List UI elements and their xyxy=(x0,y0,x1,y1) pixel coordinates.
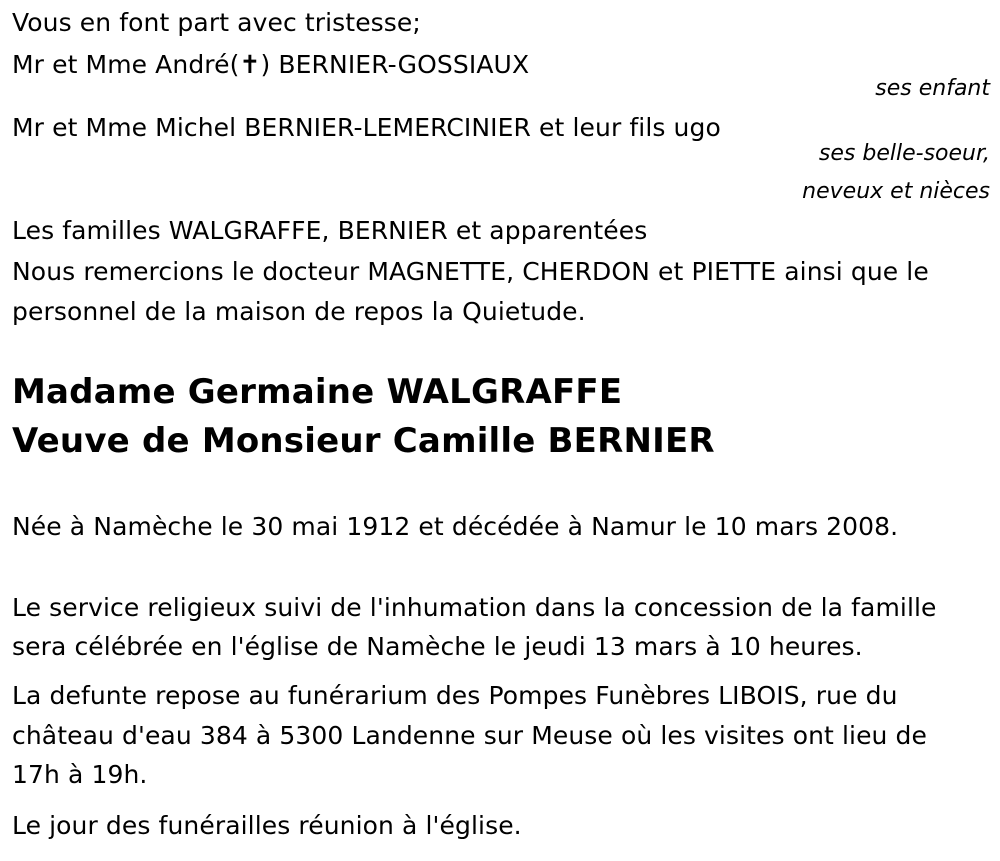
thanks-line-1: Nous remercions le docteur MAGNETTE, CHERDON et PIETTE ainsi que le xyxy=(12,257,929,286)
service-line-2: sera célébrée en l'église de Namèche le jeudi 13 mars à 10 heures. xyxy=(12,632,863,661)
role-children: ses enfant xyxy=(875,76,990,101)
thanks-line-2: personnel de la maison de repos la Quietude. xyxy=(12,297,586,326)
family-line-1: Mr et Mme André(✝) BERNIER-GOSSIAUX xyxy=(12,50,530,79)
funeral-day-line: Le jour des funérailles réunion à l'église. xyxy=(12,811,522,840)
service-line-1: Le service religieux suivi de l'inhumation dans la concession de la famille xyxy=(12,593,937,622)
birth-death-line: Née à Namèche le 30 mai 1912 et décédée à Namur le 10 mars 2008. xyxy=(12,512,899,541)
repose-line-3: 17h à 19h. xyxy=(12,760,148,789)
repose-line-2: château d'eau 384 à 5300 Landenne sur Meuse où les visites ont lieu de xyxy=(12,721,927,750)
family-line-2: Mr et Mme Michel BERNIER-LEMERCINIER et leur fils ugo xyxy=(12,113,721,142)
role-nephews-nieces: neveux et nièces xyxy=(802,179,990,204)
families-line: Les familles WALGRAFFE, BERNIER et apparentées xyxy=(12,216,648,245)
deceased-name: Madame Germaine WALGRAFFE xyxy=(12,372,623,412)
repose-line-1: La defunte repose au funérarium des Pompes Funèbres LIBOIS, rue du xyxy=(12,681,898,710)
widow-of-line: Veuve de Monsieur Camille BERNIER xyxy=(12,421,715,461)
role-sister-in-law: ses belle-soeur, xyxy=(818,141,990,166)
intro-text: Vous en font part avec tristesse; xyxy=(12,8,421,37)
